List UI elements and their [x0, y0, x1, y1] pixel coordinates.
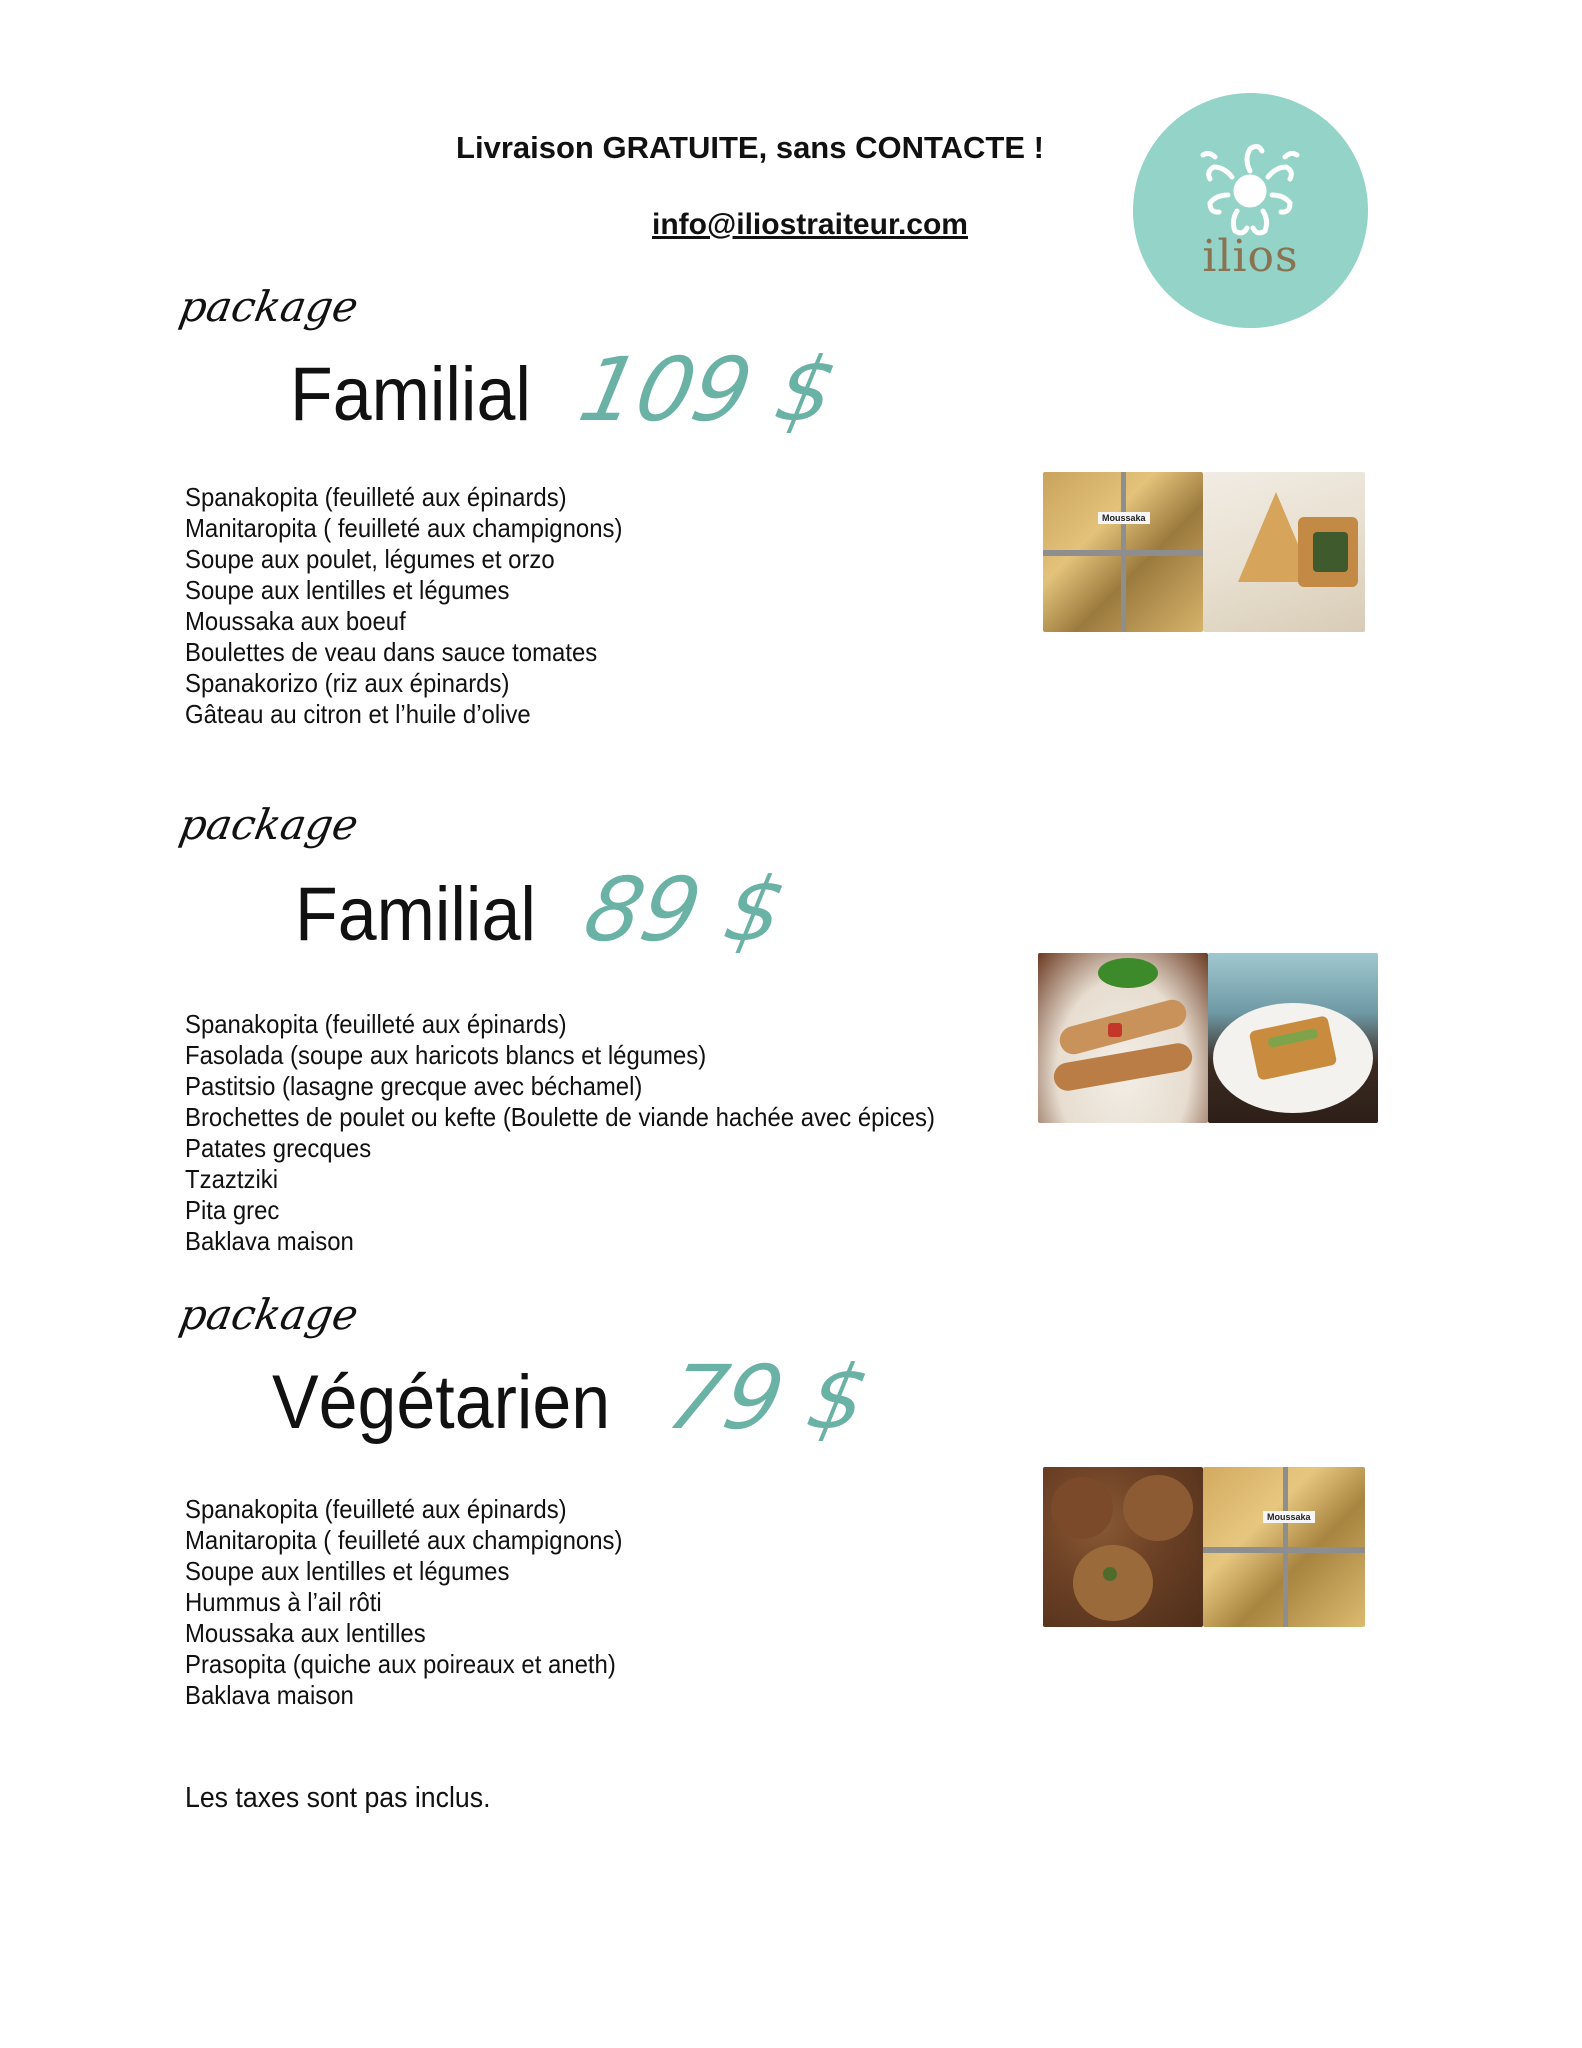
brochettes-photo: [1038, 953, 1208, 1123]
package-items-list: [185, 482, 622, 730]
ilios-logo: [1133, 93, 1368, 328]
list-item: Hummus à l’ail rôti: [185, 1587, 382, 1617]
package-label: package: [175, 1290, 363, 1339]
list-item: Boulettes de veau dans sauce tomates: [185, 637, 598, 667]
list-item: Soupe aux lentilles et légumes: [185, 1556, 510, 1586]
package-items-list: [185, 1009, 935, 1257]
list-item: Spanakorizo (riz aux épinards): [185, 668, 510, 698]
package-title: [290, 338, 845, 441]
list-item: Fasolada (soupe aux haricots blancs et légumes): [185, 1040, 707, 1070]
list-item: Pastitsio (lasagne grecque avec béchamel): [185, 1071, 643, 1101]
list-item: Baklava maison: [185, 1226, 354, 1256]
package-items-list: [185, 1494, 622, 1711]
list-item: Spanakopita (feuilleté aux épinards): [185, 1009, 567, 1039]
package-name: Végétarien: [272, 1360, 611, 1445]
prasopita-photo: [1043, 1467, 1203, 1627]
logo-text: ilios: [1202, 231, 1299, 282]
list-item: Pita grec: [185, 1195, 280, 1225]
package-title: [295, 858, 794, 961]
package-price: 89 $: [575, 858, 794, 961]
delivery-notice: Livraison GRATUITE, sans CONTACTE !: [456, 130, 1044, 165]
list-item: Patates grecques: [185, 1133, 372, 1163]
list-item: Baklava maison: [185, 1680, 354, 1710]
list-item: Spanakopita (feuilleté aux épinards): [185, 482, 567, 512]
list-item: Manitaropita ( feuilleté aux champignons): [185, 1525, 623, 1555]
photo-label: Moussaka: [1263, 1511, 1315, 1523]
list-item: Moussaka aux boeuf: [185, 606, 406, 636]
baklava-photo: [1208, 953, 1378, 1123]
list-item: Tzaztziki: [185, 1164, 279, 1194]
list-item: Moussaka aux lentilles: [185, 1618, 426, 1648]
list-item: Manitaropita ( feuilleté aux champignons): [185, 513, 623, 543]
package-price: 79 $: [658, 1346, 877, 1449]
package-title: [272, 1346, 877, 1449]
taxes-note: Les taxes sont pas inclus.: [185, 1782, 491, 1814]
spanakopita-photo: [1203, 472, 1365, 632]
moussaka-photo: [1043, 472, 1203, 632]
package-name: Familial: [290, 352, 531, 437]
list-item: Spanakopita (feuilleté aux épinards): [185, 1494, 567, 1524]
list-item: Soupe aux poulet, légumes et orzo: [185, 544, 555, 574]
email-link[interactable]: info@iliostraiteur.com: [652, 208, 968, 241]
package-price: 109 $: [570, 338, 845, 441]
package-label: package: [175, 800, 363, 849]
sun-swirl-icon: [1133, 93, 1368, 328]
list-item: Soupe aux lentilles et légumes: [185, 575, 510, 605]
list-item: Gâteau au citron et l’huile d’olive: [185, 699, 531, 729]
list-item: Brochettes de poulet ou kefte (Boulette de viande hachée avec épices): [185, 1102, 936, 1132]
moussaka-photo: [1203, 1467, 1365, 1627]
list-item: Prasopita (quiche aux poireaux et aneth): [185, 1649, 616, 1679]
package-label: package: [175, 282, 363, 331]
package-name: Familial: [295, 872, 536, 957]
photo-label: Moussaka: [1098, 512, 1150, 524]
